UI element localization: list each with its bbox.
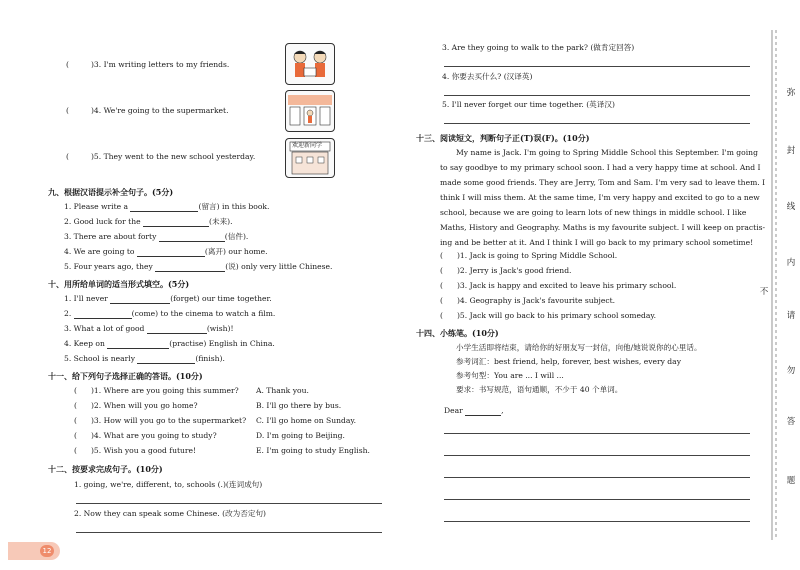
passage-line-2: to say goodbye to my primary school soon. I had a very happy time at school. And I xyxy=(440,163,761,172)
passage-line-3: made some good friends. They are Jerry, Tom and Sam. I'm very sad to leave them. I xyxy=(440,178,766,187)
answer-blank[interactable] xyxy=(147,325,207,334)
section-10-title: 十、用所给单词的适当形式填空。(5分) xyxy=(48,279,190,289)
sec11-item-2: ( )2. When will you go home? xyxy=(74,401,198,410)
picture-new-school xyxy=(285,138,335,178)
sec13-item-3: ( )3. Jack is happy and excited to leave his primary school. xyxy=(440,281,677,290)
sec10-item-5: 5. School is nearly (finish). xyxy=(64,354,225,363)
section-13-title: 十三、阅读短文，判断句子正(T)误(F)。(10分) xyxy=(416,133,590,143)
paren-open: ( xyxy=(66,106,69,115)
sec12-item-1: 1. going, we're, different, to, schools (.)(连词成句) xyxy=(74,480,263,489)
answer-blank[interactable] xyxy=(137,355,195,364)
answer-blank[interactable] xyxy=(107,340,169,349)
seal-char: 不 xyxy=(759,287,769,297)
sec11-item-5: ( )5. Wish you a good future! xyxy=(74,446,197,455)
writing-line[interactable] xyxy=(444,455,750,456)
passage-line-1: My name is Jack. I'm going to Spring Middle School this September. I'm going xyxy=(456,148,758,157)
seal-char: 勿 xyxy=(786,366,796,376)
seal-char: 线 xyxy=(786,202,796,212)
sec11-answer-c: C. I'll go home on Sunday. xyxy=(256,416,357,425)
sec9-item-5: 5. Four years ago, they (说) only very little Chinese. xyxy=(64,262,333,271)
sec11-item-1: ( )1. Where are you going this summer? xyxy=(74,386,239,395)
section-12-title: 十二、按要求完成句子。(10分) xyxy=(48,464,163,474)
passage-line-4: think I will miss them. At the same time, I'm very happy and excited to go to a new xyxy=(440,193,760,202)
answer-blank[interactable] xyxy=(155,263,225,272)
sec12-item-5: 5. I'll never forget our time together. (英译汉) xyxy=(442,100,615,109)
sec12-item-4: 4. 你要去买什么? (汉译英) xyxy=(442,72,533,81)
passage-line-6: Maths, History and Geography. Maths is my favourite subject. I will keep on practis- xyxy=(440,223,766,232)
answer-blank[interactable] xyxy=(130,203,198,212)
sec11-answer-b: B. I'll go there by bus. xyxy=(256,401,342,410)
answer-blank[interactable] xyxy=(74,310,132,319)
sec12-item-3: 3. Are they going to walk to the park? (做肯定回答) xyxy=(442,43,635,52)
letter-salutation: Dear , xyxy=(444,406,504,415)
answer-line[interactable] xyxy=(444,66,750,67)
answer-line[interactable] xyxy=(444,95,750,96)
match-text: )4. We're going to the supermarket. xyxy=(90,106,229,115)
sec10-item-1: 1. I'll never (forget) our time together. xyxy=(64,294,272,303)
sec11-answer-a: A. Thank you. xyxy=(256,386,309,395)
answer-blank[interactable] xyxy=(110,295,170,304)
seal-char: 答 xyxy=(786,417,796,427)
answer-blank[interactable] xyxy=(159,233,225,242)
sec13-item-5: ( )5. Jack will go back to his primary school someday. xyxy=(440,311,657,320)
section-9-title: 九、根据汉语提示补全句子。(5分) xyxy=(48,187,174,197)
writing-line[interactable] xyxy=(444,433,750,434)
sec12-item-2: 2. Now they can speak some Chinese. (改为否定句) xyxy=(74,509,267,518)
sec13-item-2: ( )2. Jerry is Jack's good friend. xyxy=(440,266,572,275)
picture-supermarket xyxy=(285,90,335,132)
seal-char: 弥 xyxy=(786,88,796,98)
writing-line[interactable] xyxy=(444,499,750,500)
writing-requirements: 要求：书写规范，语句通顺，不少于 40 个单词。 xyxy=(456,385,623,394)
page-number: 12 xyxy=(40,545,54,557)
sec11-answer-d: D. I'm going to Beijing. xyxy=(256,431,345,440)
writing-instruction: 小学生活即将结束，请给你的好朋友写一封信，向他/她说说你的心里话。 xyxy=(456,343,702,352)
seal-char: 封 xyxy=(786,146,796,156)
seal-char: 内 xyxy=(786,258,796,268)
sec13-item-1: ( )1. Jack is going to Spring Middle School. xyxy=(440,251,618,260)
answer-blank[interactable] xyxy=(465,407,501,416)
sec11-item-4: ( )4. What are you going to study? xyxy=(74,431,217,440)
answer-blank[interactable] xyxy=(143,218,209,227)
picture-friends-letter xyxy=(285,43,335,85)
sec11-answer-e: E. I'm going to study English. xyxy=(256,446,370,455)
sec9-item-2: 2. Good luck for the (未来). xyxy=(64,217,233,226)
writing-line[interactable] xyxy=(444,477,750,478)
sec9-item-3: 3. There are about forty (信件). xyxy=(64,232,249,241)
match-item-3 xyxy=(66,60,229,70)
sec9-item-1: 1. Please write a (留言) in this book. xyxy=(64,202,270,211)
seal-char: 题 xyxy=(786,476,796,486)
reference-words: 参考词汇：best friend, help, forever, best wishes, every day xyxy=(456,357,681,366)
match-text: )5. They went to the new school yesterday. xyxy=(90,152,256,161)
answer-line[interactable] xyxy=(76,503,382,504)
answer-line[interactable] xyxy=(444,123,750,124)
match-item-4 xyxy=(66,106,229,116)
sec13-item-4: ( )4. Geography is Jack's favourite subject. xyxy=(440,296,616,305)
sec9-item-4: 4. We are going to (离开) our home. xyxy=(64,247,268,256)
sec10-item-3: 3. What a lot of good (wish)! xyxy=(64,324,234,333)
school-sign-text: 欢迎新同学 xyxy=(292,142,323,149)
sec11-item-3: ( )3. How will you go to the supermarket? xyxy=(74,416,247,425)
paren-open: ( xyxy=(66,152,69,161)
passage-line-5: school, because we are going to learn lots of new things in middle school. I like xyxy=(440,208,747,217)
seal-char: 请 xyxy=(786,311,796,321)
match-item-5 xyxy=(66,152,255,162)
sec10-item-2: 2. (come) to the cinema to watch a film. xyxy=(64,309,276,318)
sec10-item-4: 4. Keep on (practise) English in China. xyxy=(64,339,275,348)
match-text: )3. I'm writing letters to my friends. xyxy=(90,60,230,69)
passage-line-7: ing and be better at it. And I think I will go back to my primary school sometime! xyxy=(440,238,754,247)
writing-line[interactable] xyxy=(444,521,750,522)
section-14-title: 十四、小练笔。(10分) xyxy=(416,328,499,338)
section-11-title: 十一、给下列句子选择正确的答语。(10分) xyxy=(48,371,203,381)
answer-blank[interactable] xyxy=(137,248,205,257)
paren-open: ( xyxy=(66,60,69,69)
answer-line[interactable] xyxy=(76,532,382,533)
reference-sentences: 参考句型：You are ... I will ... xyxy=(456,371,564,380)
